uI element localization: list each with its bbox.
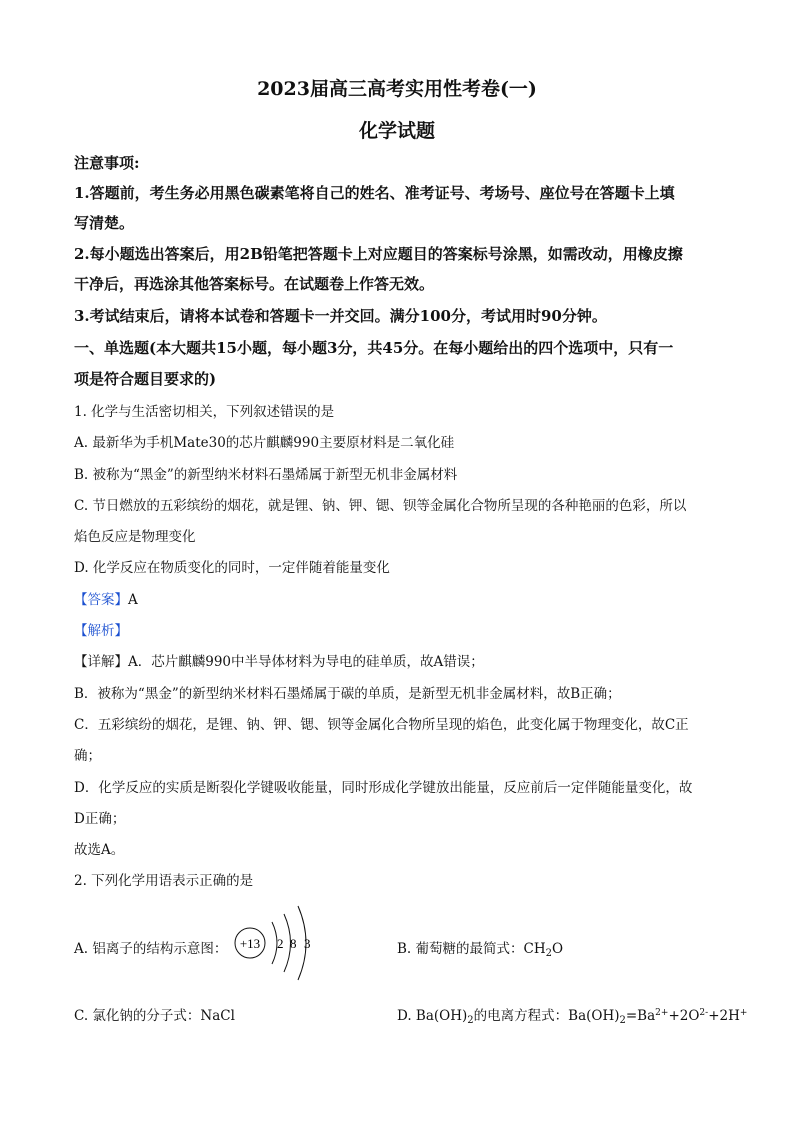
answer-tag: 【答案】 bbox=[74, 592, 128, 608]
option-d-mid: 的电离方程式：Ba(OH) bbox=[473, 1008, 620, 1024]
question-1-option-c-line-2: 焰色反应是物理变化 bbox=[74, 529, 196, 545]
detail-tag: 【详解】 bbox=[74, 654, 128, 670]
question-2-stem: 2. 下列化学用语表示正确的是 bbox=[74, 873, 254, 889]
option-d-ba: =Ba bbox=[625, 1008, 656, 1024]
option-d-sup-3: + bbox=[739, 1008, 748, 1018]
option-d-sup-1: 2+ bbox=[655, 1008, 669, 1018]
option-b-label: B. 葡萄糖的最简式： bbox=[397, 941, 524, 957]
notice-item-2-line-1: 2.每小题选出答案后，用2B铅笔把答题卡上对应题目的答案标号涂黑，如需改动，用橡皮擦 bbox=[74, 245, 683, 263]
notice-item-1-line-2: 写清楚。 bbox=[74, 214, 135, 232]
option-d-sub-2: 2 bbox=[619, 1015, 626, 1026]
shell-3-electrons: 3 bbox=[304, 936, 311, 951]
formula-o: O bbox=[552, 941, 564, 957]
section-heading-line-1: 一、单选题(本大题共15小题，每小题3分，共45分。在每小题给出的四个选项中，只有一 bbox=[74, 339, 674, 357]
question-1-option-c-line-1: C. 节日燃放的五彩缤纷的烟花，就是锂、钠、钾、锶、钡等金属化合物所呈现的各种艳丽的色彩，所以 bbox=[74, 498, 687, 514]
option-d-hydrogen: +2H bbox=[708, 1008, 740, 1024]
aluminum-ion-structure-diagram bbox=[232, 900, 332, 985]
option-d-sup-2: 2- bbox=[699, 1008, 709, 1018]
question-2-option-d bbox=[397, 1004, 747, 1026]
option-d-label: D. Ba(OH) bbox=[397, 1008, 468, 1024]
detail-c-line-1: C．五彩缤纷的烟花，是锂、钠、钾、锶、钡等金属化合物所呈现的焰色，此变化属于物理变化，故C正 bbox=[74, 717, 689, 733]
exam-subtitle: 化学试题 bbox=[358, 120, 435, 142]
detail-row-a bbox=[74, 650, 484, 670]
section-heading-line-2: 项是符合题目要求的) bbox=[74, 370, 217, 388]
notice-heading: 注意事项: bbox=[74, 154, 140, 172]
question-1-stem: 1. 化学与生活密切相关，下列叙述错误的是 bbox=[74, 404, 335, 420]
shell-1-electrons: 2 bbox=[277, 936, 284, 951]
notice-item-1-line-1: 1.答题前，考生务必用黑色碳素笔将自己的姓名、准考证号、考场号、座位号在答题卡上填 bbox=[74, 184, 675, 202]
question-1-option-d: D. 化学反应在物质变化的同时，一定伴随着能量变化 bbox=[74, 560, 390, 576]
detail-a: A．芯片麒麟990中半导体材料为导电的硅单质，故A错误； bbox=[128, 654, 484, 670]
detail-d-line-1: D．化学反应的实质是断裂化学键吸收能量，同时形成化学键放出能量，反应前后一定伴随能量变化，故 bbox=[74, 780, 693, 796]
shell-2-electrons: 8 bbox=[290, 936, 297, 951]
detail-conclusion: 故选A。 bbox=[74, 842, 125, 858]
question-2-option-c: C. 氯化钠的分子式：NaCl bbox=[74, 1008, 235, 1024]
formula-ch: CH bbox=[523, 941, 546, 957]
detail-b: B．被称为“黑金”的新型纳米材料石墨烯属于碳的单质，是新型无机非金属材料，故B正确； bbox=[74, 686, 621, 702]
answer-row bbox=[74, 588, 138, 608]
option-d-oxide: +2O bbox=[668, 1008, 700, 1024]
option-d-sub-1: 2 bbox=[467, 1015, 474, 1026]
formula-sub-2: 2 bbox=[545, 948, 552, 959]
question-1-option-a: A. 最新华为手机Mate30的芯片麒麟990主要原材料是二氧化硅 bbox=[74, 435, 455, 451]
nucleus-charge: +13 bbox=[239, 936, 261, 951]
question-2-option-b bbox=[397, 937, 563, 959]
answer-value: A bbox=[128, 592, 138, 608]
analysis-tag: 【解析】 bbox=[74, 623, 128, 639]
question-1-option-b: B. 被称为“黑金”的新型纳米材料石墨烯属于新型无机非金属材料 bbox=[74, 467, 458, 483]
exam-title: 2023届高三高考实用性考卷(一) bbox=[257, 78, 537, 100]
notice-item-3: 3.考试结束后，请将本试卷和答题卡一并交回。满分100分，考试用时90分钟。 bbox=[74, 307, 607, 325]
question-2-option-a: A. 铝离子的结构示意图： bbox=[74, 941, 228, 957]
notice-item-2-line-2: 干净后，再选涂其他答案标号。在试题卷上作答无效。 bbox=[74, 275, 435, 293]
analysis-row bbox=[74, 619, 128, 639]
detail-d-line-2: D正确； bbox=[74, 811, 126, 827]
detail-c-line-2: 确； bbox=[74, 748, 101, 764]
